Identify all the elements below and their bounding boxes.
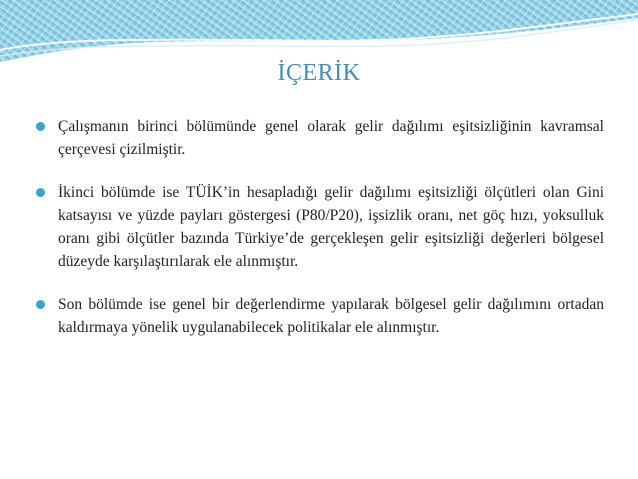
bullet-dot-icon [36,300,45,309]
bullet-dot-icon [36,188,45,197]
bullet-list [36,115,604,359]
bullet-text: Çalışmanın birinci bölümünde genel olarak gelir dağılımı eşitsizliğinin kavramsal çerçevesi çizilmiştir. [58,118,604,158]
bullet-text: İkinci bölümde ise TÜİK’in hesapladığı gelir dağılımı eşitsizliği ölçütleri olan Gini katsayısı ve yüzde payları göstergesi (P80/P20), işsizlik oranı, net göç hızı, yoksulluk oranı gibi ölçütler bazında Türkiye’de gerçekleşen gelir eşitsizliği değerleri bölgesel düzeyde karşılaştırılarak ele alınmıştır. [58,184,604,270]
bullet-item [36,293,604,339]
slide-title: İÇERİK [277,60,361,86]
bullet-text: Son bölümde ise genel bir değerlendirme yapılarak bölgesel gelir dağılımını ortadan kaldırmaya yönelik uygulanabilecek politikalar ele alınmıştır. [58,296,604,336]
bullet-dot-icon [36,122,45,131]
bullet-item [36,181,604,273]
bullet-item [36,115,604,161]
header-wave-decoration [0,0,638,62]
